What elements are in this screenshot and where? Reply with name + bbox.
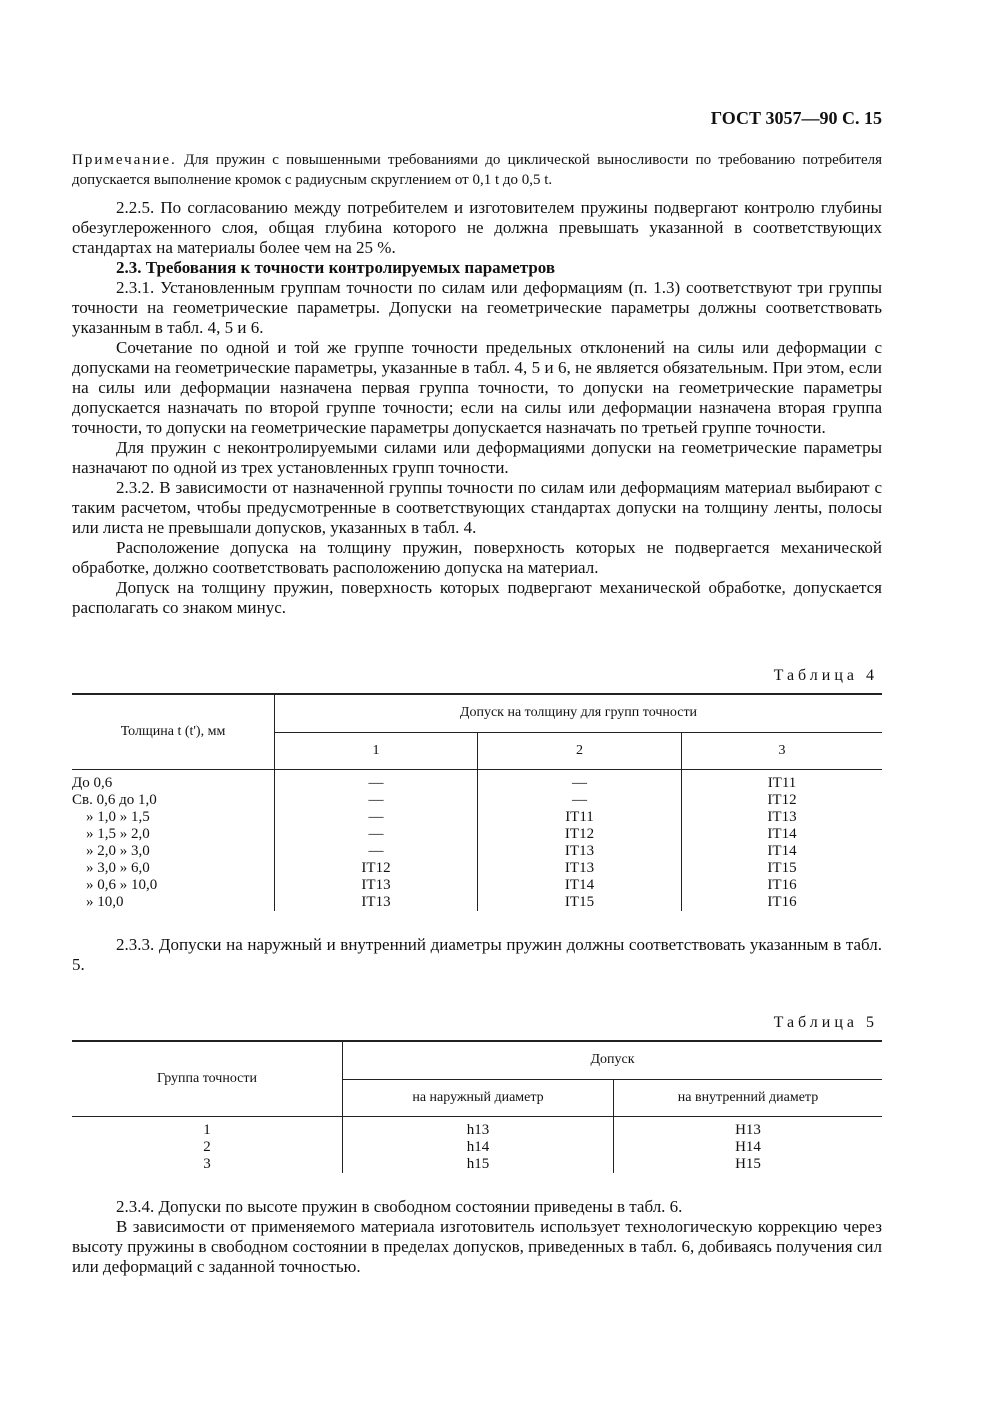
paragraph-2-2-5: 2.2.5. По согласованию между потребителем и изготовителем пружины подвергают контролю глубины обезуглероженного слоя, общая глубина которого не должна превышать указанной в соответствующих стандартах на материалы более чем на 25 %. [72, 198, 882, 257]
table-row: До 0,6 — — IT11 [72, 775, 882, 792]
paragraph-2-3-4: 2.3.4. Допуски по высоте пружин в свободном состоянии приведены в табл. 6. [116, 1197, 683, 1216]
table-row: 2 h14 H14 [72, 1139, 882, 1156]
paragraph-2-3-1-c: Для пружин с неконтролируемыми силами или деформациями допуски на геометрические параметры назначают по одной из трех установленных групп точности. [72, 438, 882, 477]
table-5 [72, 1040, 882, 1173]
table-row: 3 h15 H15 [72, 1156, 882, 1173]
body-section-3 [72, 1197, 882, 1277]
table-row: » 1,5 » 2,0 — IT12 IT14 [72, 826, 882, 843]
paragraph-2-3-4-b: В зависимости от применяемого материала изготовитель использует технологическую коррекцию через высоту пружины в свободном состоянии в пределах допусков, приведенных в табл. 6, добиваясь получения сил или деформаций с заданной точностью. [72, 1217, 882, 1276]
body-section-2 [72, 935, 882, 975]
table-row: 1 h13 H13 [72, 1122, 882, 1139]
paragraph-2-3-2: 2.3.2. В зависимости от назначенной группы точности по силам или деформациям материал выбирают с таким расчетом, чтобы предусмотренные в соответствующих стандартах допуски на толщину ленты, полосы или листа не превышали допусков, указанных в табл. 4. [72, 478, 882, 537]
table-row: » 3,0 » 6,0 IT12 IT13 IT15 [72, 860, 882, 877]
table5-col-inner: на внутренний диаметр [614, 1079, 883, 1116]
body-section-1 [72, 198, 882, 618]
table4-group-1: 1 [275, 732, 478, 769]
table-row: Св. 0,6 до 1,0 — — IT12 [72, 792, 882, 809]
table4-group-header: Допуск на толщину для групп точности [275, 694, 883, 732]
table-row: » 2,0 » 3,0 — IT13 IT14 [72, 843, 882, 860]
paragraph-2-3-2-c: Допуск на толщину пружин, поверхность которых подвергают механической обработке, допускается располагать со знаком минус. [72, 578, 882, 617]
page-header: ГОСТ 3057—90 С. 15 [710, 108, 882, 128]
table4-group-2: 2 [478, 732, 682, 769]
paragraph-2-3-3: 2.3.3. Допуски на наружный и внутренний диаметры пружин должны соответствовать указанным в табл. 5. [72, 935, 882, 974]
table4-group-3: 3 [682, 732, 883, 769]
paragraph-2-3-1-b: Сочетание по одной и той же группе точности предельных отклонений на силы или деформации с допусками на геометрические параметры, указанные в табл. 4, 5 и 6, не является обязательным. При этом, если на силы или деформации назначена первая группа точности, то допуски на геометрические параметры допускается назначать по второй группе точности; если на силы или деформации назначена вторая группа точности, то допуски на геометрические параметры допускается назначать по третьей группе точности. [72, 338, 882, 437]
table-row: » 1,0 » 1,5 — IT11 IT13 [72, 809, 882, 826]
table4-col-thickness: Толщина t (t'), мм [72, 694, 275, 769]
table5-col-outer: на наружный диаметр [343, 1079, 614, 1116]
table4-caption: Таблица 4 [773, 667, 878, 684]
table5-group-header: Допуск [343, 1041, 883, 1079]
paragraph-2-3-1: 2.3.1. Установленным группам точности по силам или деформациям (п. 1.3) соответствуют три группы точности на геометрические параметры. Допуски на геометрические параметры должны соответствовать указанным в табл. 4, 5 и 6. [72, 278, 882, 337]
table5-caption: Таблица 5 [773, 1014, 878, 1031]
paragraph-2-3-2-b: Расположение допуска на толщину пружин, поверхность которых не подвергается механической обработке, должно соответствовать расположению допуска на материал. [72, 538, 882, 577]
note-text: Для пружин с повышенными требованиями до циклической выносливости по требованию потребителя допускается выполнение кромок с радиусным скруглением от 0,1 t до 0,5 t. [72, 152, 883, 188]
table5-col-group: Группа точности [72, 1041, 343, 1116]
note-label: Примечание. [72, 152, 177, 168]
table-row: » 10,0 IT13 IT15 IT16 [72, 894, 882, 911]
table-row: » 0,6 » 10,0 IT13 IT14 IT16 [72, 877, 882, 894]
table-4 [72, 693, 882, 911]
section-heading-2-3: 2.3. Требования к точности контролируемых параметров [116, 258, 556, 277]
note [72, 150, 882, 190]
